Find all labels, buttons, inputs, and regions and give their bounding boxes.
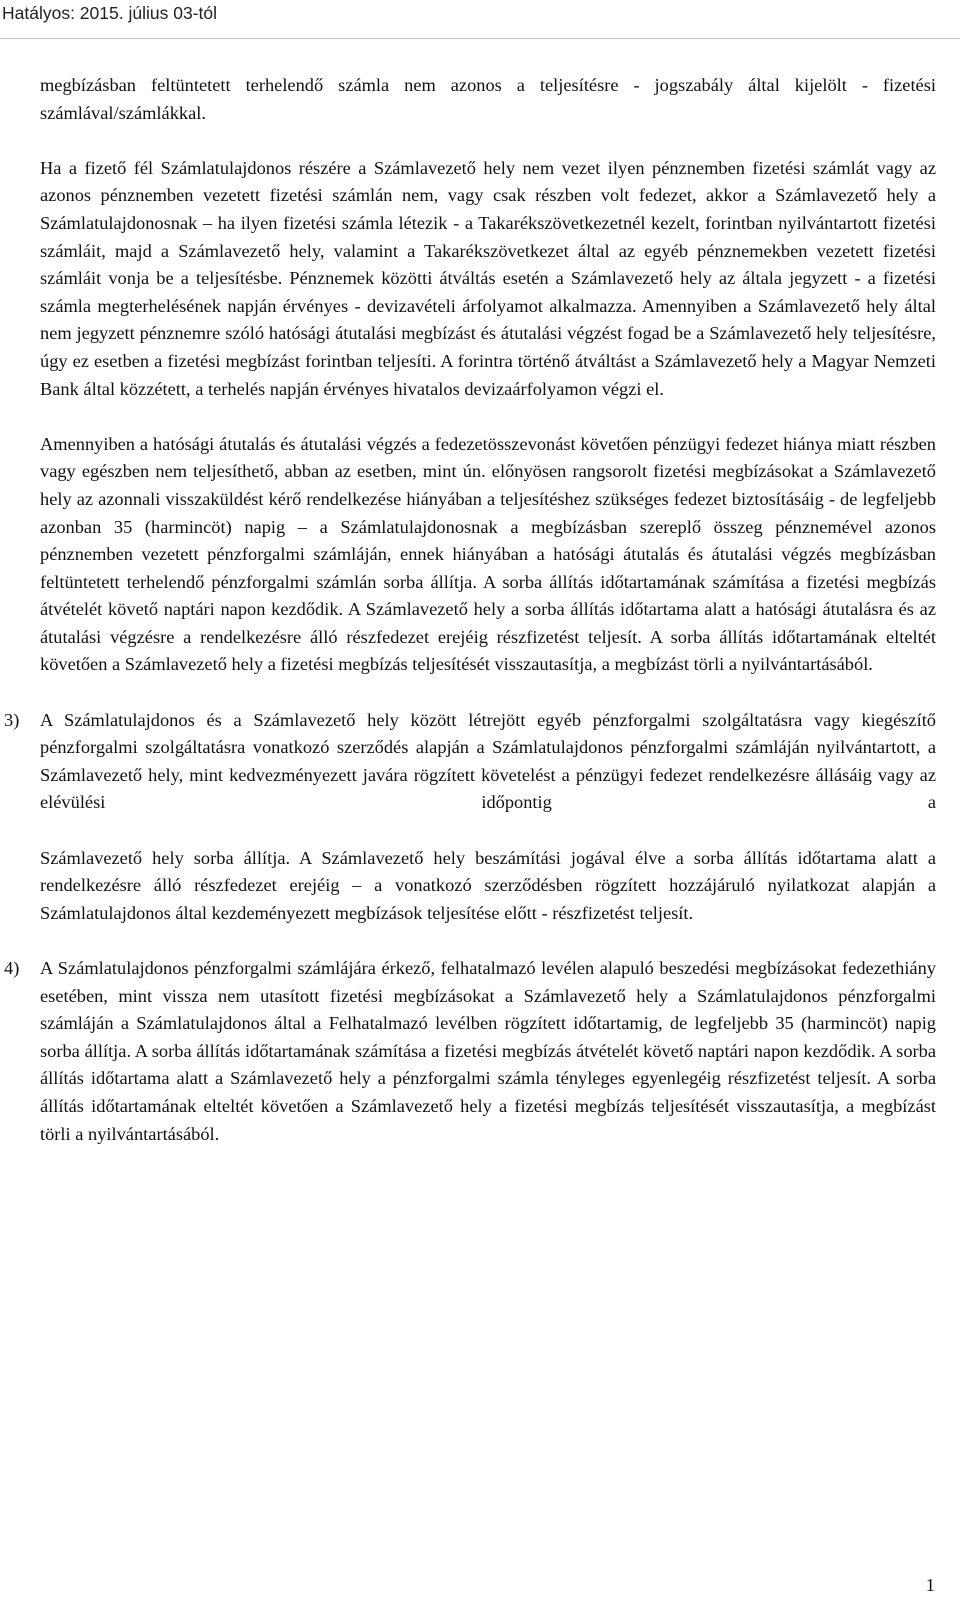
- document-body: [4, 72, 936, 1148]
- effective-date: Hatályos: 2015. július 03-tól: [2, 3, 217, 23]
- page-number: 1: [925, 1575, 935, 1595]
- list-item-text: Számlavezető hely sorba állítja. A Számlavezető hely beszámítási jogával élve a sorba állítás időtartama alatt a rendelkezésre álló részfedezet erejéig – a vonatkozó szerződésben rögzített hozzájáruló nyilatkozat alapján a Számlatulajdonos által kezdeményezett megbízások teljesítése előtt - részfizetést teljesít.: [40, 847, 936, 923]
- list-item-number: 4): [4, 958, 20, 978]
- paragraph: megbízásban feltüntetett terhelendő számla nem azonos a teljesítésre - jogszabály által kijelölt - fizetési számlával/számlákkal.: [40, 75, 936, 123]
- paragraph: Ha a fizető fél Számlatulajdonos részére a Számlavezető hely nem vezet ilyen pénznemben fizetési számlát vagy az azonos pénznemben vezetett fizetési számlán nem, vagy csak részben volt fedezet, akkor a Számlavezető hely a Számlatulajdonosnak – ha ilyen fizetési számla létezik - a Takarékszövetkezetnél kezelt, forintban nyilvántartott fizetési számláit, majd a Számlavezető hely, valamint a Takarékszövetkezet által az egyéb pénznemekben vezetett fizetési számláit vonja be a teljesítésbe. Pénznemek közötti átváltás esetén a Számlavezető hely az általa jegyzett - a fizetési számla megterhelésének napján érvényes - devizavételi árfolyamot alkalmazza. Amennyiben a Számlavezető hely által nem jegyzett pénznemre szóló hatósági átutalási megbízást és átutalási végzést fogad be a Számlavezető hely teljesítésre, úgy ez esetben a fizetési megbízást forintban teljesíti. A forintra történő átváltást a Számlavezető hely a Magyar Nemzeti Bank által közzétett, a terhelés napján érvényes hivatalos devizaárfolyamon végzi el.: [40, 157, 936, 399]
- list-item: [4, 707, 936, 928]
- list-item-text: A Számlatulajdonos pénzforgalmi számlájára érkező, felhatalmazó levélen alapuló beszedési megbízásokat fedezethiány esetében, mint vissza nem utasított fizetési megbízásokat a Számlavezető hely a Számlatulajdonos pénzforgalmi számláján a Számlatulajdonos által a Felhatalmazó levélben rögzített időtartamig, de legfeljebb 35 (harmincöt) napig sorba állítja. A sorba állítás időtartamának számítása a fizetési megbízás átvételét követő naptári napon kezdődik. A sorba állítás időtartama alatt a Számlavezető hely a pénzforgalmi számla tényleges egyenlegéig részfizetést teljesít. A sorba állítás időtartamának elteltét követően a Számlavezető hely a fizetési megbízás teljesítését visszautasítja, a megbízást törli a nyilvántartásából.: [40, 958, 936, 1144]
- page-header: [0, 0, 960, 39]
- paragraph: Amennyiben a hatósági átutalás és átutalási végzés a fedezetösszevonást követően pénzügyi fedezet hiánya miatt részben vagy egészben nem teljesíthető, abban az esetben, mint ún. előnyösen rangsorolt fizetési megbízásokat a Számlavezető hely az azonnali visszaküldést kérő rendelkezése hiányában a teljesítéshez szükséges fedezet biztosításáig - de legfeljebb azonban 35 (harmincöt) napig – a Számlatulajdonosnak a megbízásban szereplő összeg pénznemével azonos pénznemben vezetett pénzforgalmi számláján, ennek hiányában a hatósági átutalás és átutalási végzés megbízásban feltüntetett terhelendő pénzforgalmi számlán sorba állítja. A sorba állítás időtartamának számítása a fizetési megbízás átvételét követő naptári napon kezdődik. A Számlavezető hely a sorba állítás időtartama alatt a hatósági átutalásra és az átutalási végzésre a rendelkezésre álló részfedezet erejéig részfizetést teljesít. A sorba állítás időtartamának elteltét követően a Számlavezető hely a fizetési megbízás teljesítését visszautasítja, a megbízást törli a nyilvántartásából.: [40, 433, 936, 675]
- list-item-text: A Számlatulajdonos és a Számlavezető hely között létrejött egyéb pénzforgalmi szolgáltatásra vagy kiegészítő pénzforgalmi szolgáltatásra vonatkozó szerződés alapján a Számlatulajdonos pénzforgalmi számláján nyilvántartott, a Számlavezető hely, mint kedvezményezett javára rögzített követelést a pénzügyi fedezet rendelkezésre állásáig vagy az elévülési időpontig a: [40, 709, 936, 813]
- list-item-number: 3): [4, 709, 20, 730]
- list-item: [4, 955, 936, 1148]
